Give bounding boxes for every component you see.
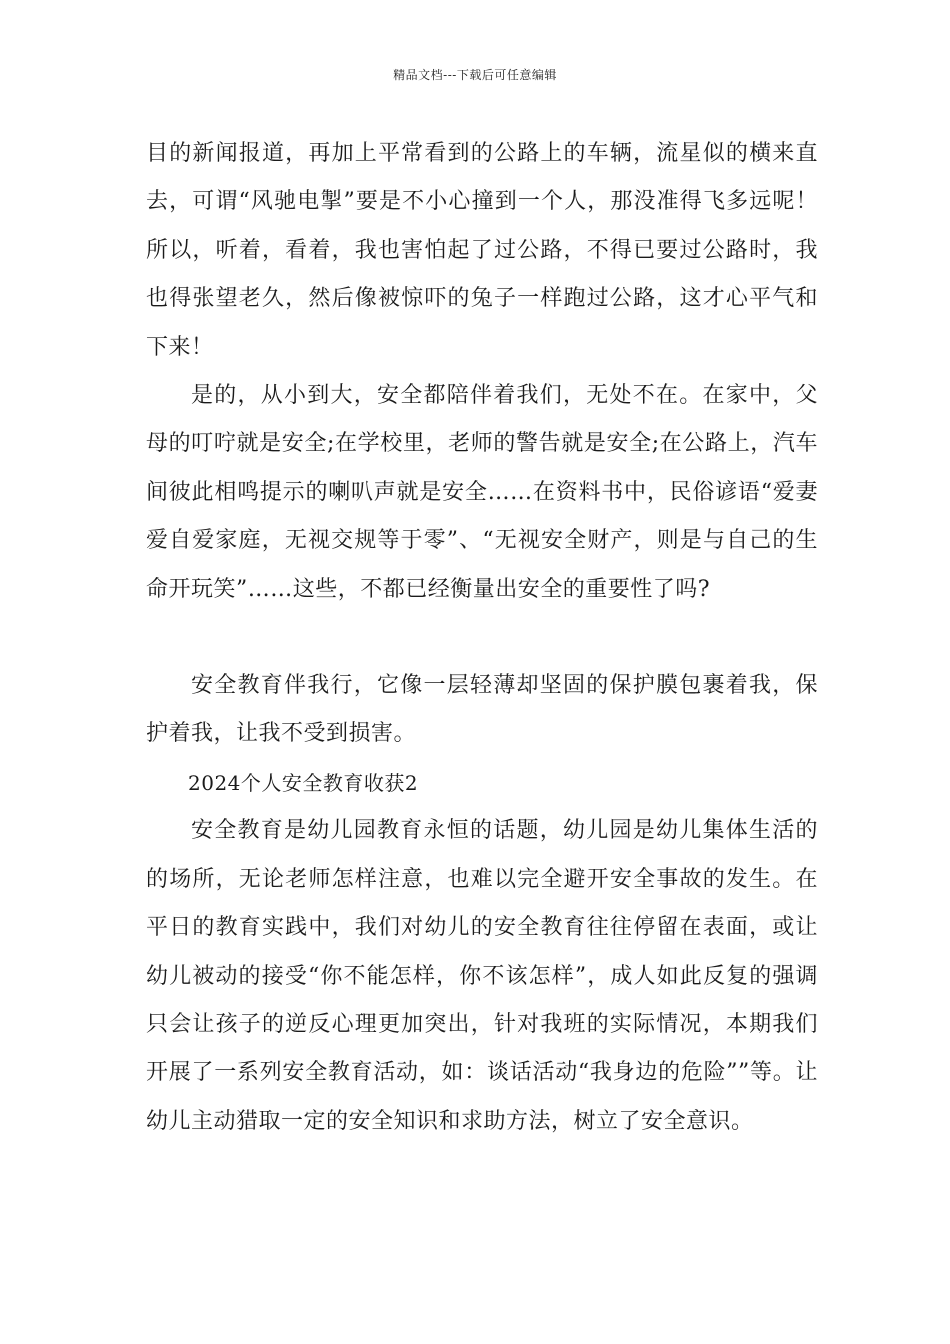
- paragraph-1: 目的新闻报道，再加上平常看到的公路上的车辆，流星似的横来直去，可谓“风驰电掣”要是不小心撞到一个人，那没准得飞多远呢！所以，听着，看着，我也害怕起了过公路，不得已要过公路时，我也得张望老久，然后像被惊吓的兔子一样跑过公路，这才心平气和下来！: [146, 141, 818, 360]
- paragraph-2: 是的，从小到大，安全都陪伴着我们，无处不在。在家中，父母的叮咛就是安全;在学校里，老师的警告就是安全;在公路上，汽车间彼此相鸣提示的喇叭声就是安全……在资料书中，民俗谚语“爱妻爱自爱家庭，无视交规等于零”、“无视安全财产，则是与自己的生命开玩笑”……这些，不都已经衡量出安全的重要性了吗?: [146, 383, 818, 602]
- paragraph-spacer: [146, 614, 818, 662]
- document-body: [146, 130, 818, 1146]
- paragraph-3: 安全教育伴我行，它像一层轻薄却坚固的保护膜包裹着我，保护着我，让我不受到损害。: [146, 673, 818, 747]
- page-header-note: 精品文档---下载后可任意编辑: [393, 68, 557, 82]
- paragraph-4: 安全教育是幼儿园教育永恒的话题，幼儿园是幼儿集体生活的的场所，无论老师怎样注意，也难以完全避开安全事故的发生。在平日的教育实践中，我们对幼儿的安全教育往往停留在表面，或让幼儿被动的接受“你不能怎样，你不该怎样”，成人如此反复的强调只会让孩子的逆反心理更加突出，针对我班的实际情况，本期我们开展了一系列安全教育活动，如：谈话活动“我身边的危险””等。让幼儿主动猎取一定的安全知识和求助方法，树立了安全意识。: [146, 818, 818, 1134]
- section-heading: 2024个人安全教育收获2: [188, 770, 419, 795]
